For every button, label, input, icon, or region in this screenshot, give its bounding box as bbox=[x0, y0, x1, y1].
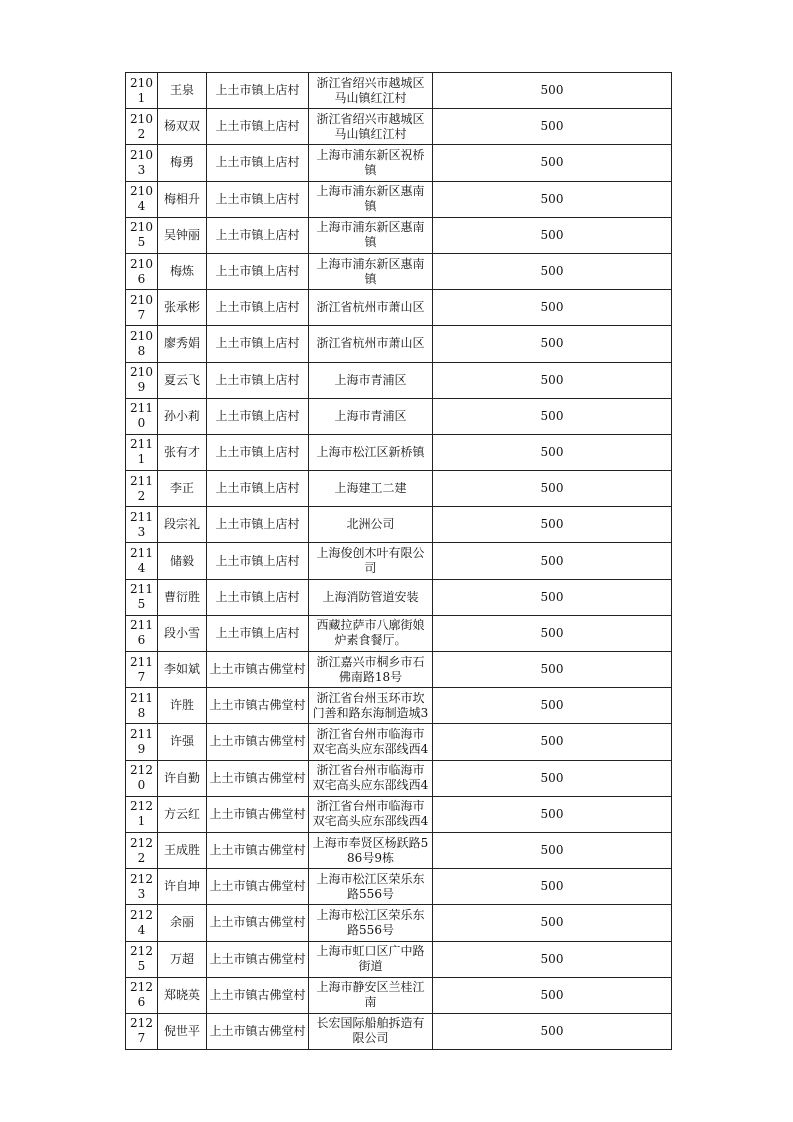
cell-name-text: 方云红 bbox=[163, 806, 200, 821]
cell-village bbox=[207, 362, 309, 398]
data-table bbox=[125, 72, 672, 1050]
cell-village bbox=[207, 290, 309, 326]
cell-amount-text: 500 bbox=[540, 662, 564, 677]
cell-village-text: 上土市镇古佛堂村 bbox=[209, 879, 306, 894]
cell-id bbox=[126, 941, 158, 977]
cell-name bbox=[158, 362, 207, 398]
cell-village-text: 上土市镇上店村 bbox=[215, 553, 300, 568]
cell-name bbox=[158, 326, 207, 362]
cell-id bbox=[126, 73, 158, 109]
table-row bbox=[126, 760, 672, 796]
cell-name bbox=[158, 217, 207, 253]
table-row bbox=[126, 253, 672, 289]
cell-village bbox=[207, 615, 309, 651]
cell-address-text: 浙江省绍兴市越城区马山镇红江村 bbox=[316, 111, 425, 141]
table-row bbox=[126, 543, 672, 579]
cell-amount bbox=[433, 326, 672, 362]
cell-name bbox=[158, 905, 207, 941]
cell-name bbox=[158, 652, 207, 688]
cell-village bbox=[207, 688, 309, 724]
cell-village bbox=[207, 471, 309, 507]
cell-village-text: 上土市镇古佛堂村 bbox=[209, 806, 306, 821]
cell-address-text: 上海市青浦区 bbox=[334, 408, 407, 423]
cell-amount bbox=[433, 398, 672, 434]
cell-village bbox=[207, 579, 309, 615]
cell-name bbox=[158, 579, 207, 615]
cell-name-text: 张有才 bbox=[163, 444, 200, 459]
cell-village-text: 上土市镇古佛堂村 bbox=[209, 951, 306, 966]
cell-id-text: 2104 bbox=[130, 184, 153, 214]
cell-id-text: 2112 bbox=[130, 473, 153, 503]
cell-amount-text: 500 bbox=[540, 625, 564, 640]
cell-address-text: 浙江省绍兴市越城区马山镇红江村 bbox=[316, 75, 425, 105]
cell-village bbox=[207, 796, 309, 832]
cell-name bbox=[158, 434, 207, 470]
cell-village bbox=[207, 832, 309, 868]
cell-name-text: 吴钟丽 bbox=[163, 227, 200, 242]
table-row bbox=[126, 579, 672, 615]
cell-id-text: 2101 bbox=[130, 75, 153, 105]
table-row bbox=[126, 434, 672, 470]
cell-amount-text: 500 bbox=[540, 843, 564, 858]
table-row bbox=[126, 832, 672, 868]
cell-address bbox=[309, 217, 433, 253]
cell-village bbox=[207, 760, 309, 796]
cell-village-text: 上土市镇上店村 bbox=[215, 444, 300, 459]
cell-amount bbox=[433, 724, 672, 760]
cell-amount-text: 500 bbox=[540, 119, 564, 134]
cell-address-text: 浙江省台州市临海市双宅高头应东邵线西4 bbox=[312, 799, 429, 829]
cell-village bbox=[207, 73, 309, 109]
cell-amount-text: 500 bbox=[540, 1023, 564, 1038]
cell-id-text: 2124 bbox=[130, 907, 153, 937]
cell-id bbox=[126, 615, 158, 651]
cell-name bbox=[158, 253, 207, 289]
cell-id-text: 2120 bbox=[130, 763, 153, 793]
cell-address bbox=[309, 253, 433, 289]
cell-village bbox=[207, 1013, 309, 1049]
cell-name-text: 李如斌 bbox=[163, 662, 200, 677]
cell-amount-text: 500 bbox=[540, 336, 564, 351]
cell-village-text: 上土市镇上店村 bbox=[215, 336, 300, 351]
cell-village bbox=[207, 905, 309, 941]
cell-address bbox=[309, 941, 433, 977]
cell-amount bbox=[433, 434, 672, 470]
cell-id bbox=[126, 398, 158, 434]
cell-name-text: 孙小莉 bbox=[163, 408, 200, 423]
cell-name-text: 段宗礼 bbox=[163, 517, 200, 532]
cell-village bbox=[207, 724, 309, 760]
cell-amount bbox=[433, 290, 672, 326]
cell-id bbox=[126, 905, 158, 941]
cell-amount bbox=[433, 652, 672, 688]
cell-id bbox=[126, 724, 158, 760]
cell-name-text: 段小雪 bbox=[163, 625, 200, 640]
cell-id-text: 2111 bbox=[130, 437, 153, 467]
cell-address bbox=[309, 109, 433, 145]
cell-id-text: 2114 bbox=[130, 546, 153, 576]
cell-name-text: 许自勤 bbox=[163, 770, 200, 785]
cell-village-text: 上土市镇上店村 bbox=[215, 625, 300, 640]
cell-village bbox=[207, 652, 309, 688]
cell-id bbox=[126, 652, 158, 688]
cell-name bbox=[158, 109, 207, 145]
cell-name-text: 张承彬 bbox=[163, 300, 200, 315]
cell-amount bbox=[433, 615, 672, 651]
cell-village bbox=[207, 543, 309, 579]
cell-address-text: 上海建工二建 bbox=[334, 481, 407, 496]
cell-name-text: 许强 bbox=[169, 734, 194, 749]
cell-id-text: 2127 bbox=[130, 1016, 153, 1046]
cell-id-text: 2107 bbox=[130, 292, 153, 322]
cell-id-text: 2117 bbox=[130, 654, 153, 684]
table-row bbox=[126, 398, 672, 434]
cell-amount bbox=[433, 941, 672, 977]
cell-address bbox=[309, 579, 433, 615]
cell-name-text: 王成胜 bbox=[163, 843, 200, 858]
cell-amount-text: 500 bbox=[540, 987, 564, 1002]
cell-id bbox=[126, 181, 158, 217]
cell-address bbox=[309, 326, 433, 362]
cell-id bbox=[126, 579, 158, 615]
cell-address-text: 上海市青浦区 bbox=[334, 372, 407, 387]
cell-address bbox=[309, 73, 433, 109]
cell-amount bbox=[433, 977, 672, 1013]
cell-id bbox=[126, 977, 158, 1013]
cell-village bbox=[207, 253, 309, 289]
cell-village bbox=[207, 977, 309, 1013]
cell-address bbox=[309, 434, 433, 470]
cell-address-text: 上海市浦东新区惠南镇 bbox=[316, 184, 425, 214]
cell-amount-text: 500 bbox=[540, 517, 564, 532]
table-row bbox=[126, 326, 672, 362]
table-row bbox=[126, 796, 672, 832]
cell-name-text: 余丽 bbox=[169, 915, 194, 930]
cell-village-text: 上土市镇上店村 bbox=[215, 517, 300, 532]
cell-amount-text: 500 bbox=[540, 589, 564, 604]
cell-village-text: 上土市镇上店村 bbox=[215, 264, 300, 279]
cell-name bbox=[158, 688, 207, 724]
cell-id bbox=[126, 434, 158, 470]
cell-amount-text: 500 bbox=[540, 951, 564, 966]
cell-village-text: 上土市镇上店村 bbox=[215, 83, 300, 98]
table-row bbox=[126, 977, 672, 1013]
table-row bbox=[126, 471, 672, 507]
cell-name bbox=[158, 832, 207, 868]
cell-amount bbox=[433, 688, 672, 724]
cell-address-text: 浙江省台州市临海市双宅高头应东邵线西4 bbox=[312, 726, 429, 756]
cell-id bbox=[126, 362, 158, 398]
table-row bbox=[126, 507, 672, 543]
cell-village-text: 上土市镇古佛堂村 bbox=[209, 1023, 306, 1038]
cell-village bbox=[207, 109, 309, 145]
cell-address-text: 北洲公司 bbox=[346, 517, 395, 532]
cell-address-text: 长宏国际船舶拆造有限公司 bbox=[316, 1016, 425, 1046]
cell-amount bbox=[433, 507, 672, 543]
cell-address bbox=[309, 471, 433, 507]
cell-name bbox=[158, 796, 207, 832]
table-row bbox=[126, 181, 672, 217]
cell-village-text: 上土市镇上店村 bbox=[215, 191, 300, 206]
table-row bbox=[126, 724, 672, 760]
table-row bbox=[126, 1013, 672, 1049]
cell-name-text: 杨双双 bbox=[163, 119, 200, 134]
cell-village-text: 上土市镇古佛堂村 bbox=[209, 987, 306, 1002]
cell-address bbox=[309, 290, 433, 326]
cell-id-text: 2126 bbox=[130, 980, 153, 1010]
cell-amount bbox=[433, 1013, 672, 1049]
cell-village-text: 上土市镇上店村 bbox=[215, 408, 300, 423]
cell-amount bbox=[433, 181, 672, 217]
cell-name-text: 梅勇 bbox=[169, 155, 194, 170]
cell-address bbox=[309, 543, 433, 579]
table-row bbox=[126, 869, 672, 905]
cell-village bbox=[207, 145, 309, 181]
cell-id-text: 2122 bbox=[130, 835, 153, 865]
table-row bbox=[126, 615, 672, 651]
cell-address-text: 西藏拉萨市八廓街娘炉素食餐厅。 bbox=[316, 618, 425, 648]
cell-name bbox=[158, 724, 207, 760]
cell-amount-text: 500 bbox=[540, 879, 564, 894]
cell-name bbox=[158, 1013, 207, 1049]
cell-address bbox=[309, 615, 433, 651]
cell-village-text: 上土市镇古佛堂村 bbox=[209, 915, 306, 930]
cell-id bbox=[126, 471, 158, 507]
cell-amount bbox=[433, 471, 672, 507]
cell-amount-text: 500 bbox=[540, 191, 564, 206]
cell-name-text: 梅相升 bbox=[163, 191, 200, 206]
cell-amount-text: 500 bbox=[540, 83, 564, 98]
cell-id-text: 2110 bbox=[130, 401, 153, 431]
cell-amount bbox=[433, 362, 672, 398]
cell-amount bbox=[433, 832, 672, 868]
cell-name bbox=[158, 543, 207, 579]
cell-address-text: 浙江省杭州市萧山区 bbox=[316, 300, 425, 315]
cell-name-text: 倪世平 bbox=[163, 1023, 200, 1038]
cell-address-text: 上海俊创木叶有限公司 bbox=[316, 546, 425, 576]
cell-name bbox=[158, 760, 207, 796]
cell-amount-text: 500 bbox=[540, 553, 564, 568]
cell-amount-text: 500 bbox=[540, 481, 564, 496]
cell-name-text: 储毅 bbox=[169, 553, 194, 568]
table-row bbox=[126, 109, 672, 145]
table-row bbox=[126, 941, 672, 977]
cell-amount bbox=[433, 217, 672, 253]
cell-address bbox=[309, 760, 433, 796]
cell-address bbox=[309, 905, 433, 941]
table-row bbox=[126, 905, 672, 941]
cell-address-text: 上海市松江区新桥镇 bbox=[316, 444, 425, 459]
cell-id bbox=[126, 253, 158, 289]
cell-address-text: 浙江省杭州市萧山区 bbox=[316, 336, 425, 351]
cell-name bbox=[158, 290, 207, 326]
cell-village-text: 上土市镇古佛堂村 bbox=[209, 698, 306, 713]
cell-id-text: 2108 bbox=[130, 328, 153, 358]
cell-name bbox=[158, 145, 207, 181]
cell-name-text: 李正 bbox=[169, 481, 194, 496]
cell-amount bbox=[433, 796, 672, 832]
cell-village bbox=[207, 398, 309, 434]
cell-address-text: 上海消防管道安装 bbox=[322, 589, 419, 604]
cell-amount bbox=[433, 73, 672, 109]
cell-name-text: 王泉 bbox=[169, 83, 194, 98]
cell-village-text: 上土市镇上店村 bbox=[215, 589, 300, 604]
cell-name-text: 许自坤 bbox=[163, 879, 200, 894]
cell-amount-text: 500 bbox=[540, 915, 564, 930]
cell-address bbox=[309, 977, 433, 1013]
table-row bbox=[126, 688, 672, 724]
cell-amount bbox=[433, 253, 672, 289]
cell-address bbox=[309, 724, 433, 760]
cell-amount bbox=[433, 905, 672, 941]
cell-id bbox=[126, 109, 158, 145]
cell-village-text: 上土市镇古佛堂村 bbox=[209, 734, 306, 749]
cell-amount bbox=[433, 543, 672, 579]
table-body bbox=[126, 73, 672, 1050]
cell-village-text: 上土市镇上店村 bbox=[215, 372, 300, 387]
cell-id bbox=[126, 688, 158, 724]
cell-amount-text: 500 bbox=[540, 155, 564, 170]
cell-village bbox=[207, 507, 309, 543]
cell-name bbox=[158, 398, 207, 434]
cell-name bbox=[158, 941, 207, 977]
cell-address bbox=[309, 652, 433, 688]
cell-address-text: 浙江嘉兴市桐乡市石佛南路18号 bbox=[316, 654, 425, 684]
cell-amount bbox=[433, 760, 672, 796]
cell-amount-text: 500 bbox=[540, 264, 564, 279]
cell-village-text: 上土市镇古佛堂村 bbox=[209, 770, 306, 785]
cell-name bbox=[158, 507, 207, 543]
cell-village bbox=[207, 181, 309, 217]
cell-id-text: 2113 bbox=[130, 509, 153, 539]
cell-address-text: 上海市奉贤区杨跃路586号9栋 bbox=[312, 835, 429, 865]
cell-id-text: 2125 bbox=[130, 944, 153, 974]
cell-name bbox=[158, 977, 207, 1013]
cell-amount bbox=[433, 109, 672, 145]
cell-address-text: 上海市松江区荣乐东路556号 bbox=[316, 871, 425, 901]
cell-village bbox=[207, 941, 309, 977]
table-row bbox=[126, 652, 672, 688]
table-row bbox=[126, 145, 672, 181]
cell-name bbox=[158, 73, 207, 109]
cell-id bbox=[126, 1013, 158, 1049]
cell-amount-text: 500 bbox=[540, 300, 564, 315]
cell-village-text: 上土市镇上店村 bbox=[215, 481, 300, 496]
cell-amount bbox=[433, 579, 672, 615]
cell-village-text: 上土市镇古佛堂村 bbox=[209, 662, 306, 677]
cell-address-text: 上海市静安区兰桂江南 bbox=[316, 980, 425, 1010]
cell-id bbox=[126, 796, 158, 832]
table-row bbox=[126, 290, 672, 326]
cell-id-text: 2109 bbox=[130, 365, 153, 395]
cell-id-text: 2102 bbox=[130, 111, 153, 141]
cell-id-text: 2116 bbox=[130, 618, 153, 648]
cell-id-text: 2119 bbox=[130, 726, 153, 756]
cell-id bbox=[126, 145, 158, 181]
cell-village-text: 上土市镇上店村 bbox=[215, 119, 300, 134]
cell-id bbox=[126, 326, 158, 362]
cell-village bbox=[207, 217, 309, 253]
cell-address bbox=[309, 869, 433, 905]
cell-village-text: 上土市镇上店村 bbox=[215, 227, 300, 242]
cell-address-text: 浙江省台州市临海市双宅高头应东邵线西4 bbox=[312, 763, 429, 793]
cell-name-text: 万超 bbox=[169, 951, 194, 966]
cell-address bbox=[309, 398, 433, 434]
cell-address bbox=[309, 832, 433, 868]
cell-id bbox=[126, 543, 158, 579]
cell-village bbox=[207, 326, 309, 362]
cell-name-text: 梅炼 bbox=[169, 264, 194, 279]
cell-address bbox=[309, 796, 433, 832]
cell-village-text: 上土市镇上店村 bbox=[215, 155, 300, 170]
cell-id bbox=[126, 507, 158, 543]
cell-amount-text: 500 bbox=[540, 372, 564, 387]
cell-id-text: 2103 bbox=[130, 147, 153, 177]
cell-name-text: 夏云飞 bbox=[163, 372, 200, 387]
cell-address-text: 上海市浦东新区祝桥镇 bbox=[316, 147, 425, 177]
cell-amount-text: 500 bbox=[540, 444, 564, 459]
cell-address bbox=[309, 507, 433, 543]
cell-id-text: 2121 bbox=[130, 799, 153, 829]
cell-name-text: 廖秀娟 bbox=[163, 336, 200, 351]
cell-village-text: 上土市镇古佛堂村 bbox=[209, 843, 306, 858]
cell-amount bbox=[433, 869, 672, 905]
cell-name bbox=[158, 869, 207, 905]
cell-address-text: 上海市浦东新区惠南镇 bbox=[316, 256, 425, 286]
cell-id bbox=[126, 217, 158, 253]
table-row bbox=[126, 73, 672, 109]
cell-address bbox=[309, 688, 433, 724]
table-row bbox=[126, 217, 672, 253]
cell-name bbox=[158, 471, 207, 507]
cell-address-text: 浙江省台州玉环市坎门善和路东海制造城3 bbox=[312, 690, 429, 720]
cell-address-text: 上海市浦东新区惠南镇 bbox=[316, 220, 425, 250]
cell-amount-text: 500 bbox=[540, 227, 564, 242]
cell-id-text: 2118 bbox=[130, 690, 153, 720]
cell-id bbox=[126, 760, 158, 796]
cell-id bbox=[126, 869, 158, 905]
cell-amount-text: 500 bbox=[540, 698, 564, 713]
cell-name-text: 郑晓英 bbox=[163, 987, 200, 1002]
cell-id-text: 2106 bbox=[130, 256, 153, 286]
cell-village-text: 上土市镇上店村 bbox=[215, 300, 300, 315]
cell-name bbox=[158, 615, 207, 651]
cell-address bbox=[309, 362, 433, 398]
cell-amount-text: 500 bbox=[540, 408, 564, 423]
cell-village bbox=[207, 869, 309, 905]
cell-amount bbox=[433, 145, 672, 181]
cell-name-text: 许胜 bbox=[169, 698, 194, 713]
cell-address bbox=[309, 1013, 433, 1049]
cell-amount-text: 500 bbox=[540, 734, 564, 749]
cell-name-text: 曹衍胜 bbox=[163, 589, 200, 604]
cell-id-text: 2123 bbox=[130, 871, 153, 901]
cell-id bbox=[126, 832, 158, 868]
cell-id-text: 2115 bbox=[130, 582, 153, 612]
cell-address bbox=[309, 181, 433, 217]
cell-id-text: 2105 bbox=[130, 220, 153, 250]
cell-name bbox=[158, 181, 207, 217]
cell-address bbox=[309, 145, 433, 181]
cell-amount-text: 500 bbox=[540, 806, 564, 821]
cell-village bbox=[207, 434, 309, 470]
cell-address-text: 上海市松江区荣乐东路556号 bbox=[316, 907, 425, 937]
cell-address-text: 上海市虹口区广中路街道 bbox=[316, 944, 425, 974]
cell-amount-text: 500 bbox=[540, 770, 564, 785]
table-row bbox=[126, 362, 672, 398]
cell-id bbox=[126, 290, 158, 326]
